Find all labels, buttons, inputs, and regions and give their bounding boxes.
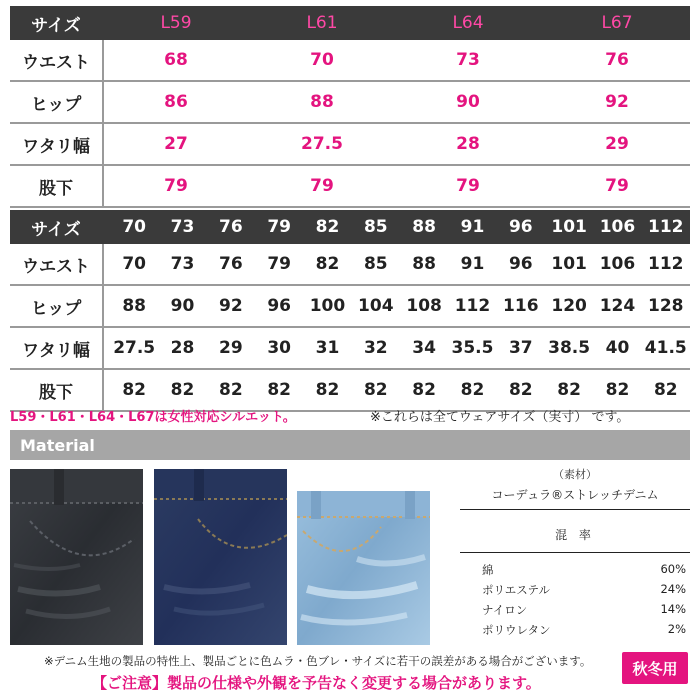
table-cell: 90 [170,296,195,316]
size-header-cell: L67 [601,13,633,33]
denim-variance-note: ※デニム生地の製品の特性上、製品ごとに色ムラ・色ブレ・サイズに若干の誤差がある場合がございます。 [44,654,592,668]
size-header-cell: L59 [160,13,192,33]
table-cell: 29 [605,134,629,154]
table-cell: 38.5 [548,338,591,358]
composition-heading: （素材） [553,468,597,481]
table-cell: 86 [164,92,188,112]
table-cell: 35.5 [451,338,494,358]
table-cell: 96 [508,254,533,274]
fiber-percent: 2% [667,622,686,636]
table-cell: 90 [456,92,480,112]
table-cell: 79 [605,176,629,196]
table-cell: 76 [218,254,243,274]
table-cell: 128 [648,296,684,316]
row-label: ワタリ幅 [10,124,104,164]
size-header-cell: 85 [363,217,388,237]
waist-row [10,244,690,286]
row-label: 股下 [10,166,104,206]
divider [460,509,690,510]
table-cell: 82 [460,380,485,400]
table-cell: 73 [170,254,195,274]
indigo-denim-swatch [154,469,287,645]
table-cell: 88 [412,254,436,274]
table-cell: 104 [358,296,394,316]
size-header-cell: 101 [551,217,587,237]
womens-size-header-row [10,6,690,40]
table-cell: 82 [557,380,581,400]
row-label: ウエスト [10,40,104,80]
table-cell: 79 [456,176,480,196]
row-cells [110,210,690,244]
table-cell: 34 [412,338,436,358]
table-cell: 41.5 [644,338,687,358]
thigh-width-row [10,124,690,166]
mens-size-header-row [10,210,690,244]
row-cells [110,244,690,284]
table-cell: 79 [164,176,188,196]
table-cell: 76 [605,50,629,70]
header-label: サイズ [31,15,81,36]
material-title: Material [20,435,95,455]
season-badge: 秋冬用 [622,652,688,684]
black-denim-swatch [10,469,143,645]
table-cell: 82 [122,380,146,400]
fiber-name: ポリエステル [482,583,550,597]
table-cell: 27 [164,134,188,154]
table-cell: 108 [406,296,442,316]
inseam-row [10,166,690,208]
table-cell: 100 [309,296,346,316]
spec-change-warning: 【ご注意】製品の仕様や外観を予告なく変更する場合があります。 [92,674,541,692]
row-label: ワタリ幅 [10,328,104,368]
table-cell: 30 [267,338,291,358]
fiber-row [482,602,688,622]
size-header-cell: 106 [599,217,636,237]
table-cell: 91 [460,254,485,274]
table-cell: 82 [363,380,388,400]
womens-size-table [10,6,690,208]
table-cell: 96 [267,296,291,316]
thigh-width-row [10,328,690,370]
table-cell: 112 [648,254,684,274]
table-cell: 31 [315,338,340,358]
table-cell: 82 [605,380,630,400]
header-label: サイズ [31,219,81,240]
fiber-percent: 14% [660,602,686,616]
size-header-cell: 96 [508,217,533,237]
table-cell: 82 [412,380,436,400]
table-cell: 82 [508,380,533,400]
table-cell: 28 [456,134,480,154]
row-cells [110,370,690,410]
table-cell: 73 [456,50,480,70]
size-header-cell: L61 [306,13,338,33]
size-header-cell: 76 [218,217,243,237]
table-cell: 27.5 [113,338,156,358]
mens-size-table [10,210,690,412]
table-cell: 82 [170,380,195,400]
fiber-name: ナイロン [482,603,528,617]
table-cell: 68 [164,50,188,70]
table-cell: 70 [310,50,334,70]
table-cell: 92 [605,92,629,112]
hip-row [10,82,690,124]
table-cell: 29 [218,338,243,358]
row-label: 股下 [10,370,104,410]
fiber-name: 綿 [482,563,494,577]
table-cell: 82 [653,380,678,400]
table-cell: 40 [605,338,630,358]
table-cell: 85 [363,254,388,274]
row-label: ヒップ [10,286,104,326]
table-cell: 82 [315,380,340,400]
light-blue-denim-swatch [297,469,430,645]
size-header-cell: 73 [170,217,195,237]
waist-row [10,40,690,82]
table-cell: 106 [599,254,636,274]
fiber-percent: 60% [660,562,686,576]
size-header-cell: 82 [315,217,340,237]
row-label: ヒップ [10,82,104,122]
row-cells [110,328,690,368]
size-header-cell: 70 [122,217,146,237]
table-cell: 92 [218,296,243,316]
fiber-row [482,562,688,582]
table-cell: 32 [363,338,388,358]
table-cell: 82 [315,254,340,274]
size-header-cell: L64 [452,13,484,33]
size-header-cell: 88 [412,217,436,237]
table-cell: 82 [267,380,291,400]
table-cell: 88 [310,92,334,112]
table-cell: 116 [503,296,539,316]
table-cell: 88 [122,296,146,316]
table-cell: 82 [218,380,243,400]
table-cell: 37 [508,338,533,358]
fiber-row [482,622,688,642]
table-cell: 124 [599,296,636,316]
divider [460,552,690,553]
mix-ratio-label: 混 率 [555,528,595,542]
table-cell: 79 [267,254,291,274]
size-header-cell: 79 [267,217,291,237]
size-header-cell: 112 [648,217,684,237]
fiber-name: ポリウレタン [482,623,551,637]
table-cell: 112 [454,296,491,316]
row-label: ウエスト [10,244,104,284]
fabric-name: コーデュラ®ストレッチデニム [491,488,659,502]
table-cell: 79 [310,176,334,196]
table-cell: 27.5 [301,134,343,154]
hip-row [10,286,690,328]
actual-size-note: ※これらは全てウェアサイズ（実寸） です。 [370,410,630,425]
table-cell: 70 [122,254,146,274]
fiber-row [482,582,688,602]
table-cell: 120 [551,296,587,316]
table-cell: 101 [551,254,587,274]
row-cells [110,286,690,326]
womens-silhouette-note: L59・L61・L64・L67は女性対応シルエット。 [10,410,296,425]
fiber-percent: 24% [660,582,686,596]
table-cell: 28 [170,338,195,358]
material-section-header [10,430,690,460]
size-header-cell: 91 [460,217,485,237]
